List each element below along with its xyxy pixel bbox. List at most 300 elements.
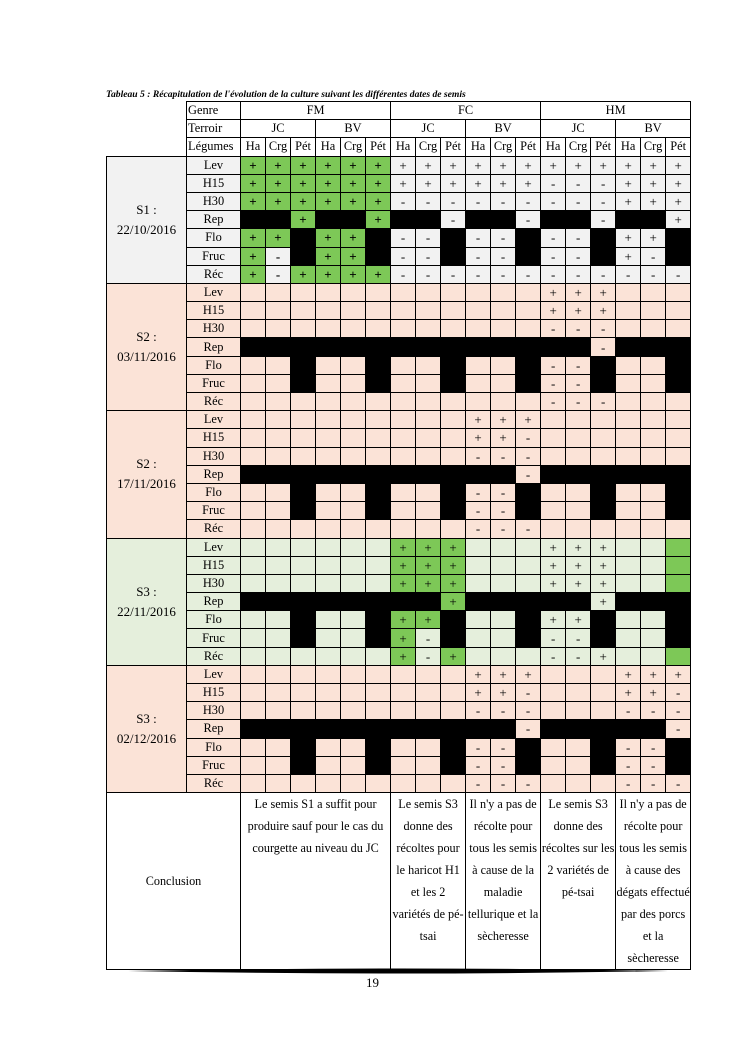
result-cell (241, 393, 266, 411)
result-cell (341, 520, 366, 538)
result-cell (641, 447, 666, 465)
result-cell (341, 393, 366, 411)
result-cell: + (566, 156, 591, 174)
result-cell: + (616, 156, 641, 174)
result-cell: + (416, 556, 441, 574)
stage-label: H30 (187, 320, 241, 338)
result-cell (266, 502, 291, 520)
result-cell: - (541, 320, 566, 338)
result-cell (616, 320, 641, 338)
result-cell: - (591, 338, 616, 356)
result-cell: - (666, 684, 691, 702)
result-cell (366, 483, 391, 501)
result-cell (416, 756, 441, 774)
result-cell (291, 356, 316, 374)
result-cell (341, 684, 366, 702)
result-cell (291, 229, 316, 247)
result-cell (266, 520, 291, 538)
result-cell (266, 393, 291, 411)
result-cell (291, 429, 316, 447)
result-cell: + (441, 156, 466, 174)
result-cell (291, 684, 316, 702)
result-cell (266, 684, 291, 702)
result-cell: + (241, 247, 266, 265)
terroir-header: JC (541, 120, 616, 138)
table-row (107, 429, 691, 447)
result-cell (341, 483, 366, 501)
result-cell: - (566, 374, 591, 392)
result-cell (291, 774, 316, 792)
result-cell (266, 302, 291, 320)
result-cell: + (491, 684, 516, 702)
result-cell: - (266, 265, 291, 283)
result-cell (416, 665, 441, 683)
result-cell (566, 593, 591, 611)
table-row (107, 320, 691, 338)
result-cell: - (641, 738, 666, 756)
result-cell (441, 338, 466, 356)
result-cell (516, 629, 541, 647)
result-cell (291, 574, 316, 592)
table-row (107, 684, 691, 702)
result-cell (341, 356, 366, 374)
result-cell (241, 720, 266, 738)
stage-label: Flo (187, 483, 241, 501)
result-cell: + (516, 174, 541, 192)
legume-header: Pét (441, 138, 466, 156)
result-cell (616, 393, 641, 411)
semis-date: 22/11/2016 (117, 603, 176, 619)
result-cell (241, 429, 266, 447)
result-cell (366, 574, 391, 592)
result-cell (266, 593, 291, 611)
result-cell (666, 520, 691, 538)
result-cell (366, 720, 391, 738)
result-cell (391, 411, 416, 429)
result-cell (541, 338, 566, 356)
legume-header: Pét (291, 138, 316, 156)
result-cell: + (666, 665, 691, 683)
result-cell (316, 684, 341, 702)
result-cell (641, 502, 666, 520)
result-cell (516, 502, 541, 520)
result-cell (316, 338, 341, 356)
result-cell (641, 574, 666, 592)
result-cell (616, 538, 641, 556)
stage-label: Flo (187, 356, 241, 374)
result-cell (466, 338, 491, 356)
result-cell: + (441, 538, 466, 556)
result-cell (316, 356, 341, 374)
result-cell (441, 374, 466, 392)
result-cell (266, 629, 291, 647)
result-cell (516, 283, 541, 301)
result-cell (391, 338, 416, 356)
result-cell: + (616, 174, 641, 192)
result-cell: + (341, 192, 366, 210)
result-cell (541, 593, 566, 611)
stage-label: Lev (187, 283, 241, 301)
result-cell (541, 738, 566, 756)
result-cell: - (516, 684, 541, 702)
result-cell: + (391, 647, 416, 665)
stage-label: H30 (187, 702, 241, 720)
result-cell (416, 593, 441, 611)
result-cell (391, 283, 416, 301)
stage-label: H15 (187, 556, 241, 574)
stage-label: H30 (187, 192, 241, 210)
stage-label: H15 (187, 429, 241, 447)
result-cell (666, 447, 691, 465)
result-cell (641, 720, 666, 738)
result-cell (616, 593, 641, 611)
result-cell (291, 393, 316, 411)
result-cell: + (366, 265, 391, 283)
result-cell (641, 393, 666, 411)
result-cell: - (491, 520, 516, 538)
result-cell: - (491, 483, 516, 501)
result-cell (266, 738, 291, 756)
result-cell: - (441, 192, 466, 210)
legume-header: Crg (341, 138, 366, 156)
result-cell (616, 574, 641, 592)
result-cell (641, 483, 666, 501)
result-cell (591, 429, 616, 447)
table-row (107, 374, 691, 392)
result-cell (641, 338, 666, 356)
result-cell: + (541, 556, 566, 574)
table-row (107, 538, 691, 556)
legume-header: Pét (591, 138, 616, 156)
semis-id: S1 : (136, 201, 157, 217)
result-cell: + (441, 556, 466, 574)
result-cell (441, 774, 466, 792)
result-cell (541, 447, 566, 465)
result-cell: + (566, 556, 591, 574)
result-cell (541, 411, 566, 429)
result-cell: - (466, 502, 491, 520)
stage-label: Rep (187, 593, 241, 611)
result-cell (266, 647, 291, 665)
result-cell (466, 720, 491, 738)
legume-header: Ha (466, 138, 491, 156)
result-cell (441, 283, 466, 301)
result-cell: - (641, 265, 666, 283)
result-cell (416, 702, 441, 720)
result-cell: + (641, 665, 666, 683)
result-cell (591, 229, 616, 247)
semis-group-label (107, 538, 187, 665)
result-cell (366, 356, 391, 374)
result-cell: + (591, 593, 616, 611)
blank-corner (107, 120, 187, 138)
result-cell: - (566, 647, 591, 665)
result-cell (241, 574, 266, 592)
result-cell (391, 393, 416, 411)
semis-id: S2 : (136, 329, 157, 345)
table-row (107, 211, 691, 229)
result-cell (266, 429, 291, 447)
result-cell (666, 465, 691, 483)
result-cell (566, 738, 591, 756)
result-cell (616, 356, 641, 374)
result-cell (391, 684, 416, 702)
result-cell (591, 356, 616, 374)
result-cell (316, 702, 341, 720)
terroir-label: Terroir (187, 120, 241, 138)
result-cell (641, 629, 666, 647)
result-cell (366, 665, 391, 683)
result-cell (516, 738, 541, 756)
result-cell: - (466, 756, 491, 774)
result-cell (466, 556, 491, 574)
table-row (107, 665, 691, 683)
result-cell (641, 465, 666, 483)
result-cell (341, 647, 366, 665)
result-cell (666, 411, 691, 429)
result-cell: + (241, 156, 266, 174)
stage-label: H15 (187, 302, 241, 320)
table-row (107, 502, 691, 520)
result-cell (266, 756, 291, 774)
result-cell: - (541, 393, 566, 411)
stage-label: H30 (187, 447, 241, 465)
result-cell: + (341, 156, 366, 174)
result-cell: + (241, 174, 266, 192)
result-cell (241, 774, 266, 792)
result-cell (341, 665, 366, 683)
semis-date: 02/12/2016 (116, 730, 177, 746)
conclusion-text: Le semis S1 a suffit pour produire sauf pour le cas du courgette au niveau du JC (241, 793, 391, 970)
result-cell: + (241, 229, 266, 247)
genre-header: HM (541, 102, 691, 120)
result-cell: - (591, 393, 616, 411)
result-cell (466, 574, 491, 592)
result-cell (366, 338, 391, 356)
result-cell (616, 447, 641, 465)
result-cell (516, 483, 541, 501)
result-cell: + (466, 156, 491, 174)
result-cell (316, 465, 341, 483)
result-cell: - (466, 229, 491, 247)
result-cell: + (416, 538, 441, 556)
table-row (107, 593, 691, 611)
result-cell: - (466, 520, 491, 538)
result-cell: - (466, 702, 491, 720)
result-cell (666, 483, 691, 501)
result-cell (591, 665, 616, 683)
result-cell (516, 393, 541, 411)
result-cell (341, 502, 366, 520)
semis-group-label (107, 283, 187, 410)
result-cell (591, 447, 616, 465)
result-cell (391, 302, 416, 320)
result-cell (291, 447, 316, 465)
result-cell (366, 629, 391, 647)
result-cell (291, 538, 316, 556)
result-cell: - (266, 247, 291, 265)
result-cell (441, 611, 466, 629)
table-row (107, 156, 691, 174)
result-cell: - (566, 229, 591, 247)
result-cell (441, 629, 466, 647)
result-cell (616, 338, 641, 356)
result-cell: - (466, 483, 491, 501)
result-cell (241, 320, 266, 338)
result-cell (241, 611, 266, 629)
table-row (107, 302, 691, 320)
result-cell (341, 738, 366, 756)
result-cell: - (466, 247, 491, 265)
result-cell (616, 629, 641, 647)
result-cell: - (416, 229, 441, 247)
legume-header: Crg (266, 138, 291, 156)
result-cell: + (416, 156, 441, 174)
result-cell: - (516, 192, 541, 210)
result-cell: + (316, 192, 341, 210)
table-row (107, 720, 691, 738)
stage-label: Fruc (187, 756, 241, 774)
result-cell: - (641, 247, 666, 265)
result-cell: + (341, 247, 366, 265)
result-cell (466, 611, 491, 629)
result-cell (616, 374, 641, 392)
result-cell (491, 393, 516, 411)
result-cell (291, 302, 316, 320)
stage-label: Réc (187, 774, 241, 792)
result-cell (591, 720, 616, 738)
footer-rule (128, 967, 668, 975)
result-cell (566, 447, 591, 465)
result-cell (241, 538, 266, 556)
result-cell (241, 665, 266, 683)
stage-label: Flo (187, 611, 241, 629)
result-cell (266, 374, 291, 392)
stage-label: H30 (187, 574, 241, 592)
result-cell (391, 520, 416, 538)
result-cell: - (616, 738, 641, 756)
result-cell (566, 720, 591, 738)
result-cell: - (416, 647, 441, 665)
result-cell (291, 611, 316, 629)
result-cell: + (466, 174, 491, 192)
genre-header: FM (241, 102, 391, 120)
result-cell (341, 411, 366, 429)
page-number: 19 (366, 975, 379, 990)
table-row (107, 738, 691, 756)
result-cell (641, 429, 666, 447)
stage-label: Rep (187, 720, 241, 738)
result-cell (341, 338, 366, 356)
result-cell (341, 756, 366, 774)
table-row (107, 174, 691, 192)
result-cell (666, 338, 691, 356)
result-cell: + (391, 156, 416, 174)
result-cell (666, 247, 691, 265)
result-cell (666, 647, 691, 665)
result-cell: - (566, 174, 591, 192)
table-row (107, 756, 691, 774)
result-cell (641, 611, 666, 629)
result-cell (441, 465, 466, 483)
stage-label: Fruc (187, 374, 241, 392)
result-cell (416, 502, 441, 520)
result-cell (291, 283, 316, 301)
result-cell (341, 302, 366, 320)
result-cell (541, 465, 566, 483)
result-cell (316, 283, 341, 301)
conclusion-text: Il n'y a pas de récolte pour tous les semis à cause de la maladie tellurique et la sècheresse (466, 793, 541, 970)
genre-label: Genre (187, 102, 241, 120)
result-cell (391, 593, 416, 611)
result-cell: + (541, 611, 566, 629)
result-cell (416, 720, 441, 738)
result-cell (566, 483, 591, 501)
result-cell: - (666, 702, 691, 720)
result-cell (441, 302, 466, 320)
result-cell: - (516, 720, 541, 738)
result-cell (316, 665, 341, 683)
legume-header: Crg (641, 138, 666, 156)
result-cell: + (516, 411, 541, 429)
result-cell (566, 502, 591, 520)
result-cell (466, 538, 491, 556)
table-row (107, 629, 691, 647)
result-cell (341, 211, 366, 229)
result-cell (291, 556, 316, 574)
result-cell (591, 611, 616, 629)
result-cell (641, 593, 666, 611)
result-cell (341, 429, 366, 447)
result-cell (666, 593, 691, 611)
result-cell (466, 629, 491, 647)
result-cell (416, 483, 441, 501)
result-cell: - (541, 265, 566, 283)
result-cell (591, 520, 616, 538)
result-cell (241, 629, 266, 647)
result-cell (416, 393, 441, 411)
result-cell (416, 774, 441, 792)
result-cell (566, 211, 591, 229)
result-cell: + (591, 556, 616, 574)
result-cell (366, 247, 391, 265)
result-cell (416, 429, 441, 447)
result-cell (491, 647, 516, 665)
result-cell (291, 593, 316, 611)
result-cell: - (641, 774, 666, 792)
terroir-header: BV (466, 120, 541, 138)
result-cell: + (316, 265, 341, 283)
table-row (107, 611, 691, 629)
result-cell (391, 211, 416, 229)
result-cell (566, 411, 591, 429)
result-cell: - (416, 192, 441, 210)
result-cell (441, 756, 466, 774)
result-cell (291, 247, 316, 265)
result-cell (491, 374, 516, 392)
result-cell (666, 738, 691, 756)
result-cell: - (541, 247, 566, 265)
result-cell (641, 411, 666, 429)
result-cell (616, 483, 641, 501)
result-cell (391, 665, 416, 683)
conclusion-label: Conclusion (107, 793, 241, 970)
result-cell (391, 738, 416, 756)
table-row (107, 411, 691, 429)
stage-label: Lev (187, 156, 241, 174)
result-cell (441, 483, 466, 501)
result-cell: - (466, 265, 491, 283)
